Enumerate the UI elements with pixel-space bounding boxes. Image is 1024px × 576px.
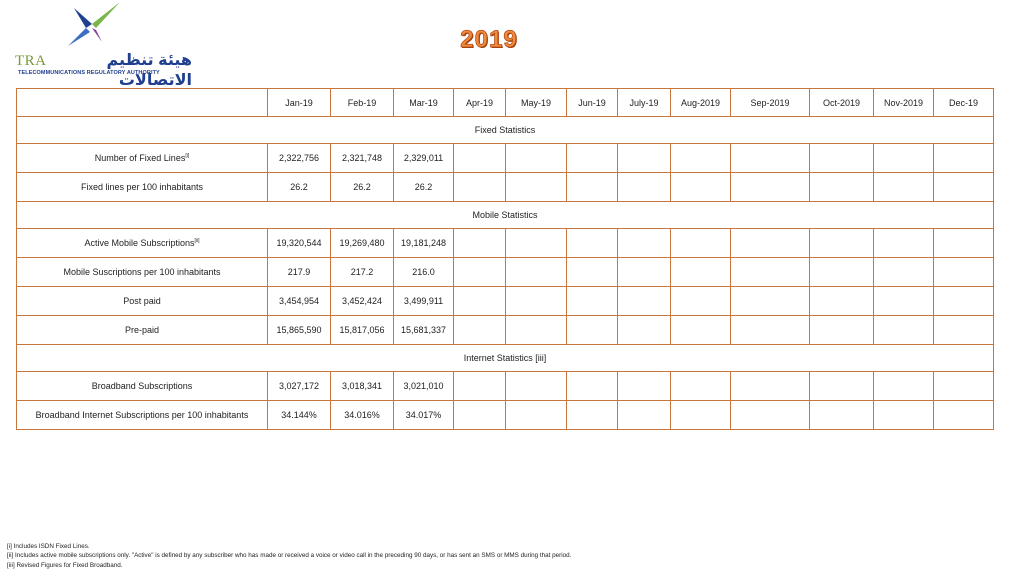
- value-cell: 19,181,248: [394, 229, 454, 258]
- month-header: Aug-2019: [671, 89, 731, 117]
- section-row: [17, 117, 994, 144]
- row-label: Mobile Suscriptions per 100 inhabitants: [63, 267, 221, 277]
- row-label-cell: [17, 372, 268, 401]
- section-row: [17, 345, 994, 372]
- value-cell: 3,454,954: [268, 287, 331, 316]
- table-row: [17, 401, 994, 430]
- month-header: July-19: [618, 89, 671, 117]
- value-cell: [810, 258, 874, 287]
- row-label: Fixed lines per 100 inhabitants: [80, 182, 204, 192]
- footnote-iii: [iii] Revised Figures for Fixed Broadband.: [7, 561, 123, 569]
- value-cell: [618, 401, 671, 430]
- value-cell: 3,027,172: [268, 372, 331, 401]
- month-header: Nov-2019: [874, 89, 934, 117]
- row-label-cell: [17, 173, 268, 202]
- value-cell: [874, 287, 934, 316]
- value-cell: 217.2: [331, 258, 394, 287]
- table-row: [17, 372, 994, 401]
- value-cell: [874, 258, 934, 287]
- value-cell: [810, 287, 874, 316]
- value-cell: [810, 229, 874, 258]
- month-header: Oct-2019: [810, 89, 874, 117]
- footnote-i: [i] Includes ISDN Fixed Lines.: [7, 543, 90, 550]
- value-cell: 19,269,480: [331, 229, 394, 258]
- value-cell: [810, 401, 874, 430]
- value-cell: 34.017%: [394, 401, 454, 430]
- value-cell: [454, 316, 506, 345]
- value-cell: [934, 258, 994, 287]
- value-cell: [567, 144, 618, 173]
- month-header: Jun-19: [567, 89, 618, 117]
- value-cell: [506, 287, 567, 316]
- value-cell: [454, 287, 506, 316]
- value-cell: [731, 229, 810, 258]
- table-header-row: [17, 89, 994, 117]
- row-note: [ii]: [194, 238, 200, 244]
- row-label-cell: [17, 287, 268, 316]
- value-cell: [567, 372, 618, 401]
- value-cell: [567, 258, 618, 287]
- value-cell: 34.016%: [331, 401, 394, 430]
- value-cell: [567, 316, 618, 345]
- row-label-cell: [17, 316, 268, 345]
- statistics-table: [16, 88, 994, 430]
- value-cell: [874, 229, 934, 258]
- value-cell: [506, 372, 567, 401]
- value-cell: [934, 229, 994, 258]
- table-row: [17, 316, 994, 345]
- value-cell: 15,681,337: [394, 316, 454, 345]
- value-cell: [671, 258, 731, 287]
- value-cell: 26.2: [331, 173, 394, 202]
- value-cell: 3,018,341: [331, 372, 394, 401]
- value-cell: [567, 287, 618, 316]
- value-cell: [567, 229, 618, 258]
- value-cell: [731, 144, 810, 173]
- value-cell: [874, 401, 934, 430]
- value-cell: [618, 173, 671, 202]
- value-cell: [506, 258, 567, 287]
- value-cell: [618, 372, 671, 401]
- value-cell: [874, 372, 934, 401]
- value-cell: [671, 372, 731, 401]
- row-label: Active Mobile Subscriptions: [84, 238, 195, 248]
- row-label-cell: [17, 401, 268, 430]
- value-cell: [671, 287, 731, 316]
- value-cell: [618, 258, 671, 287]
- table-row: [17, 229, 994, 258]
- row-label: Broadband Internet Subscriptions per 100 inhabitants: [35, 410, 249, 420]
- footnote-ii: [ii] Includes active mobile subscriptions only. "Active" is defined by any subscriber who has made or received a voice or video call in the preceding 90 days, or has sent an SMS or MMS during that period.: [7, 552, 572, 560]
- month-header: Feb-19: [331, 89, 394, 117]
- table-row: [17, 287, 994, 316]
- logo-text-en: TRA: [15, 53, 47, 69]
- row-label-cell: [17, 229, 268, 258]
- table-row: [17, 258, 994, 287]
- row-label-cell: [17, 144, 268, 173]
- value-cell: [506, 144, 567, 173]
- value-cell: [934, 287, 994, 316]
- value-cell: [810, 316, 874, 345]
- value-cell: [671, 401, 731, 430]
- value-cell: [671, 229, 731, 258]
- value-cell: [567, 173, 618, 202]
- value-cell: [618, 287, 671, 316]
- row-label: Pre-paid: [124, 325, 160, 335]
- value-cell: [731, 287, 810, 316]
- value-cell: 2,321,748: [331, 144, 394, 173]
- value-cell: [567, 401, 618, 430]
- value-cell: [671, 173, 731, 202]
- value-cell: [454, 229, 506, 258]
- section-title: Mobile Statistics: [17, 202, 994, 229]
- value-cell: 2,322,756: [268, 144, 331, 173]
- row-label-cell: [17, 258, 268, 287]
- value-cell: [671, 144, 731, 173]
- value-cell: [506, 401, 567, 430]
- value-cell: [934, 372, 994, 401]
- footnotes: [7, 542, 571, 570]
- value-cell: [874, 316, 934, 345]
- value-cell: [506, 173, 567, 202]
- month-header: Jan-19: [268, 89, 331, 117]
- value-cell: [618, 144, 671, 173]
- value-cell: 2,329,011: [394, 144, 454, 173]
- value-cell: [506, 316, 567, 345]
- value-cell: 216.0: [394, 258, 454, 287]
- section-row: [17, 202, 994, 229]
- logo-subtitle: TELECOMMUNICATIONS REGULATORY AUTHORITY: [18, 70, 160, 76]
- table-row: [17, 173, 994, 202]
- value-cell: 15,865,590: [268, 316, 331, 345]
- value-cell: 19,320,544: [268, 229, 331, 258]
- value-cell: 26.2: [268, 173, 331, 202]
- row-label: Broadband Subscriptions: [91, 381, 193, 391]
- value-cell: 3,021,010: [394, 372, 454, 401]
- value-cell: [454, 144, 506, 173]
- value-cell: [810, 173, 874, 202]
- month-header: May-19: [506, 89, 567, 117]
- section-title: Internet Statistics [iii]: [17, 345, 994, 372]
- table-row: [17, 144, 994, 173]
- value-cell: 15,817,056: [331, 316, 394, 345]
- value-cell: [618, 316, 671, 345]
- month-header: Sep-2019: [731, 89, 810, 117]
- logo-text-ar: هيئة تنظيم الاتصالات: [106, 52, 192, 89]
- value-cell: [934, 401, 994, 430]
- value-cell: [874, 173, 934, 202]
- month-header: Dec-19: [934, 89, 994, 117]
- value-cell: 26.2: [394, 173, 454, 202]
- value-cell: [454, 173, 506, 202]
- value-cell: [731, 173, 810, 202]
- value-cell: [731, 258, 810, 287]
- month-header: Mar-19: [394, 89, 454, 117]
- value-cell: 217.9: [268, 258, 331, 287]
- value-cell: [731, 372, 810, 401]
- row-note: [i]: [185, 153, 190, 159]
- value-cell: [934, 173, 994, 202]
- row-label: Number of Fixed Lines: [94, 153, 186, 163]
- row-label: Post paid: [123, 296, 161, 306]
- page-title-year: 2019: [460, 26, 518, 53]
- value-cell: 3,499,911: [394, 287, 454, 316]
- value-cell: [934, 316, 994, 345]
- month-header: Apr-19: [454, 89, 506, 117]
- value-cell: 34.144%: [268, 401, 331, 430]
- value-cell: [934, 144, 994, 173]
- value-cell: [506, 229, 567, 258]
- value-cell: [454, 258, 506, 287]
- value-cell: [731, 401, 810, 430]
- value-cell: [810, 372, 874, 401]
- value-cell: [874, 144, 934, 173]
- section-title: Fixed Statistics: [17, 117, 994, 144]
- value-cell: [731, 316, 810, 345]
- value-cell: [618, 229, 671, 258]
- value-cell: 3,452,424: [331, 287, 394, 316]
- value-cell: [454, 372, 506, 401]
- value-cell: [454, 401, 506, 430]
- value-cell: [671, 316, 731, 345]
- header-label-cell: [17, 89, 268, 117]
- value-cell: [810, 144, 874, 173]
